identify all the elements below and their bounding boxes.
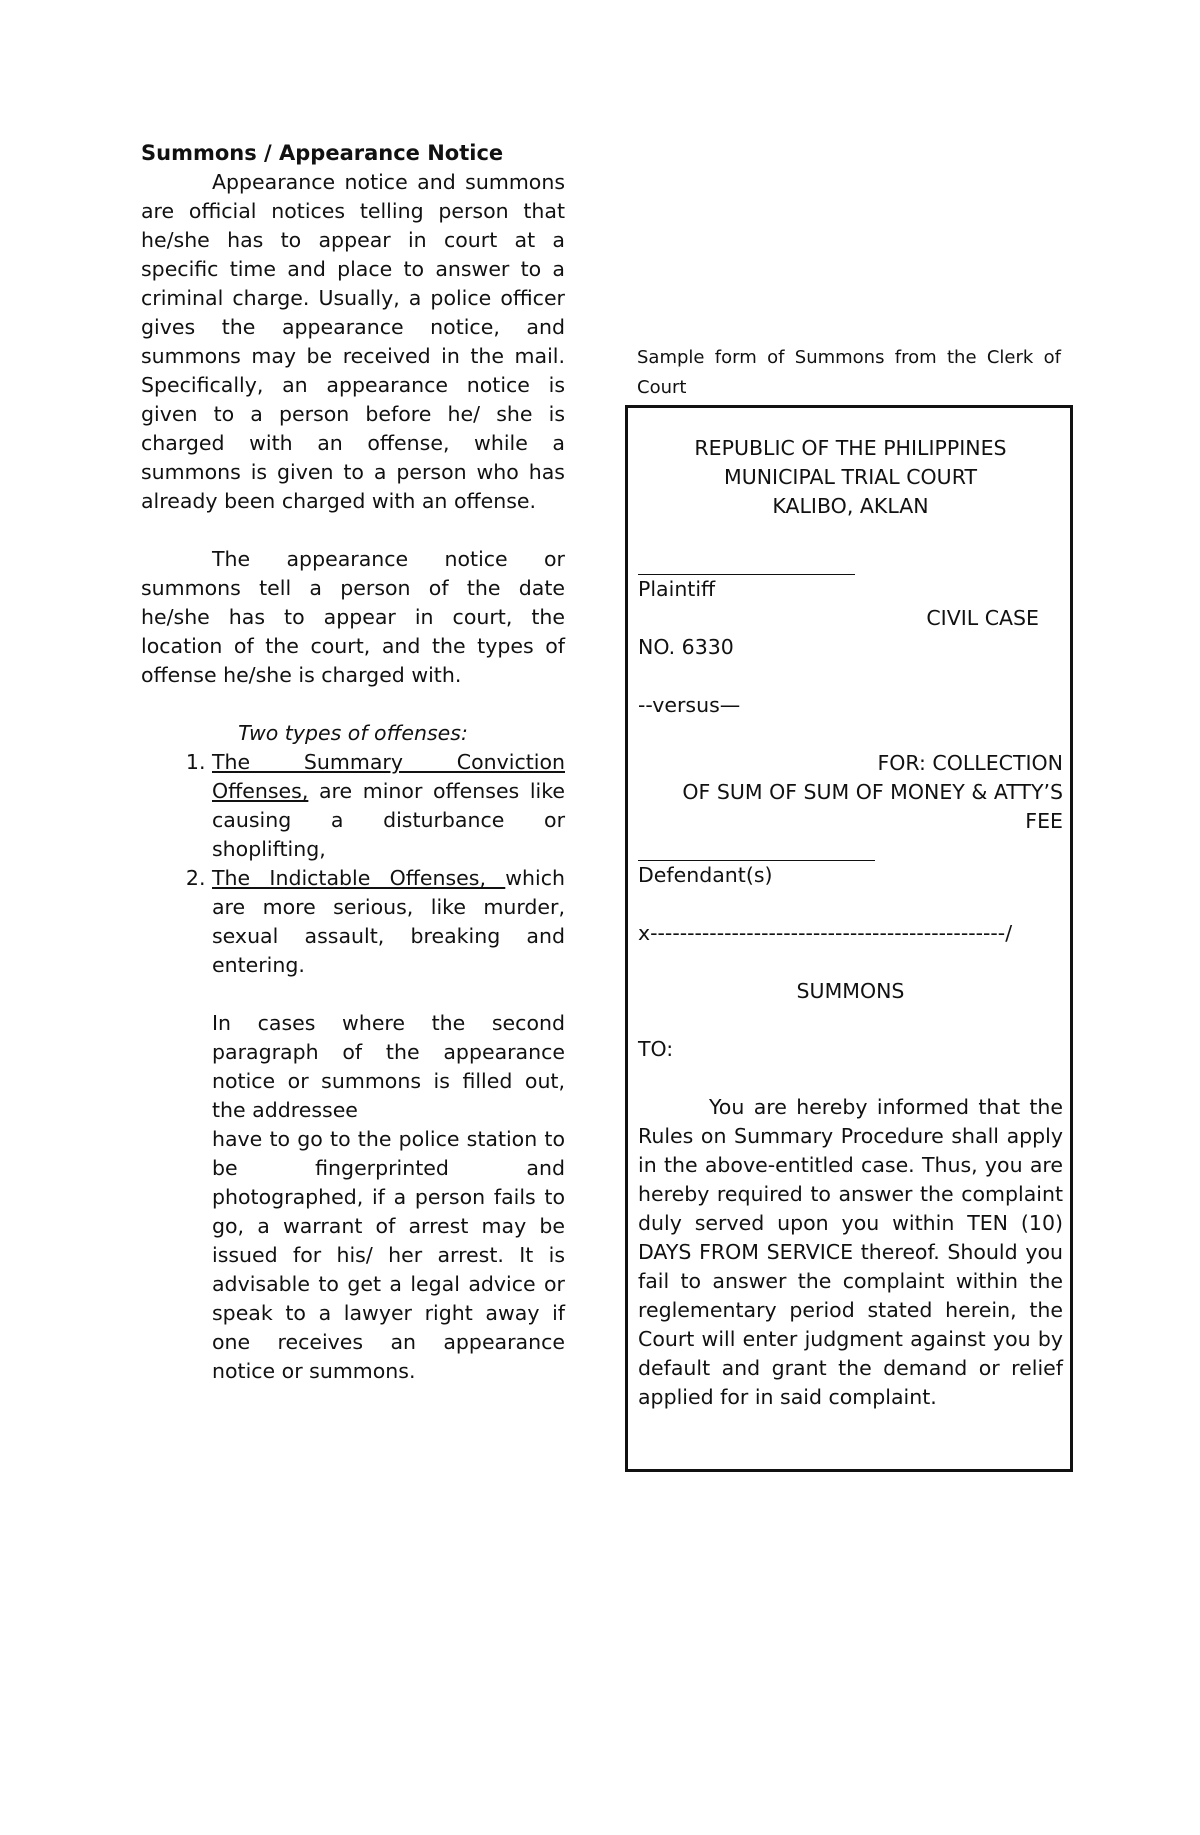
- for-fee-line: FEE: [1025, 809, 1063, 833]
- list-item: [212, 748, 565, 864]
- versus-label: --versus—: [638, 693, 741, 717]
- paragraph-intro: Appearance notice and summons are official notices telling person that he/she has to appear in court at a specific time and place to answer to a criminal charge. Usually, a police officer gives the appearance notice, and summons may be received in the mail. Specifically, an appearance notice is given to a person before he/ she is charged with an offense, while a summons is given to a person who has already been charged with an offense.: [141, 170, 565, 513]
- plaintiff-signature-line: [638, 550, 855, 575]
- plaintiff-label: Plaintiff: [638, 577, 716, 601]
- paragraph-details: The appearance notice or summons tell a person of the date he/she has to appear in court, the location of the court, and the types of offense he/she is charged with.: [141, 547, 565, 687]
- offense-list: [141, 748, 565, 980]
- civil-case-label: CIVIL CASE: [926, 606, 1039, 630]
- offense-description: which are more serious, like murder, sexual assault, breaking and entering.: [212, 866, 565, 977]
- form-header-republic: REPUBLIC OF THE PHILIPPINES: [694, 436, 1007, 460]
- defendant-signature-line: [638, 836, 875, 861]
- form-caption: Sample form of Summons from the Clerk of Court: [637, 347, 1061, 398]
- for-collection-line: FOR: COLLECTION: [877, 751, 1063, 775]
- to-label: TO:: [638, 1037, 674, 1061]
- summons-form: [625, 405, 1073, 1472]
- for-sum-line: OF SUM OF SUM OF MONEY & ATTY’S: [682, 780, 1063, 804]
- summons-heading: SUMMONS: [796, 979, 905, 1003]
- offense-description: are minor offenses like causing a disturbance or shoplifting,: [212, 779, 565, 861]
- offense-title: The Summary Conviction Offenses,: [212, 750, 565, 803]
- paragraph-fingerprint: have to go to the police station to be fingerprinted and photographed, if a person fails to go, a warrant of arrest may be issued for his/ her arrest. It is advisable to get a legal advice or speak to a lawyer right away if one receives an appearance notice or summons.: [212, 1127, 565, 1383]
- offense-title: The Indictable Offenses,: [212, 866, 506, 890]
- x-separator-line: x------------------------------------------------/: [638, 921, 1013, 945]
- defendant-label: Defendant(s): [638, 863, 773, 887]
- summons-body: You are hereby informed that the Rules on Summary Procedure shall apply in the above-entitled case. Thus, you are hereby required to answer the complaint duly served upon you within TEN (10) DAYS FROM SERVICE thereof. Should you fail to answer the complaint within the reglementary period stated herein, the Court will enter judgment against you by default and grant the demand or relief applied for in said complaint.: [638, 1095, 1063, 1409]
- section-title: Summons / Appearance Notice: [141, 141, 504, 165]
- offense-types-heading: Two types of offenses:: [238, 721, 468, 745]
- list-item: [212, 864, 565, 980]
- form-header-court: MUNICIPAL TRIAL COURT: [724, 465, 977, 489]
- form-header-location: KALIBO, AKLAN: [772, 494, 929, 518]
- case-number: NO. 6330: [638, 635, 734, 659]
- paragraph-addressee: In cases where the second paragraph of the appearance notice or summons is filled out, the addressee: [212, 1011, 565, 1122]
- left-column: [141, 139, 565, 1386]
